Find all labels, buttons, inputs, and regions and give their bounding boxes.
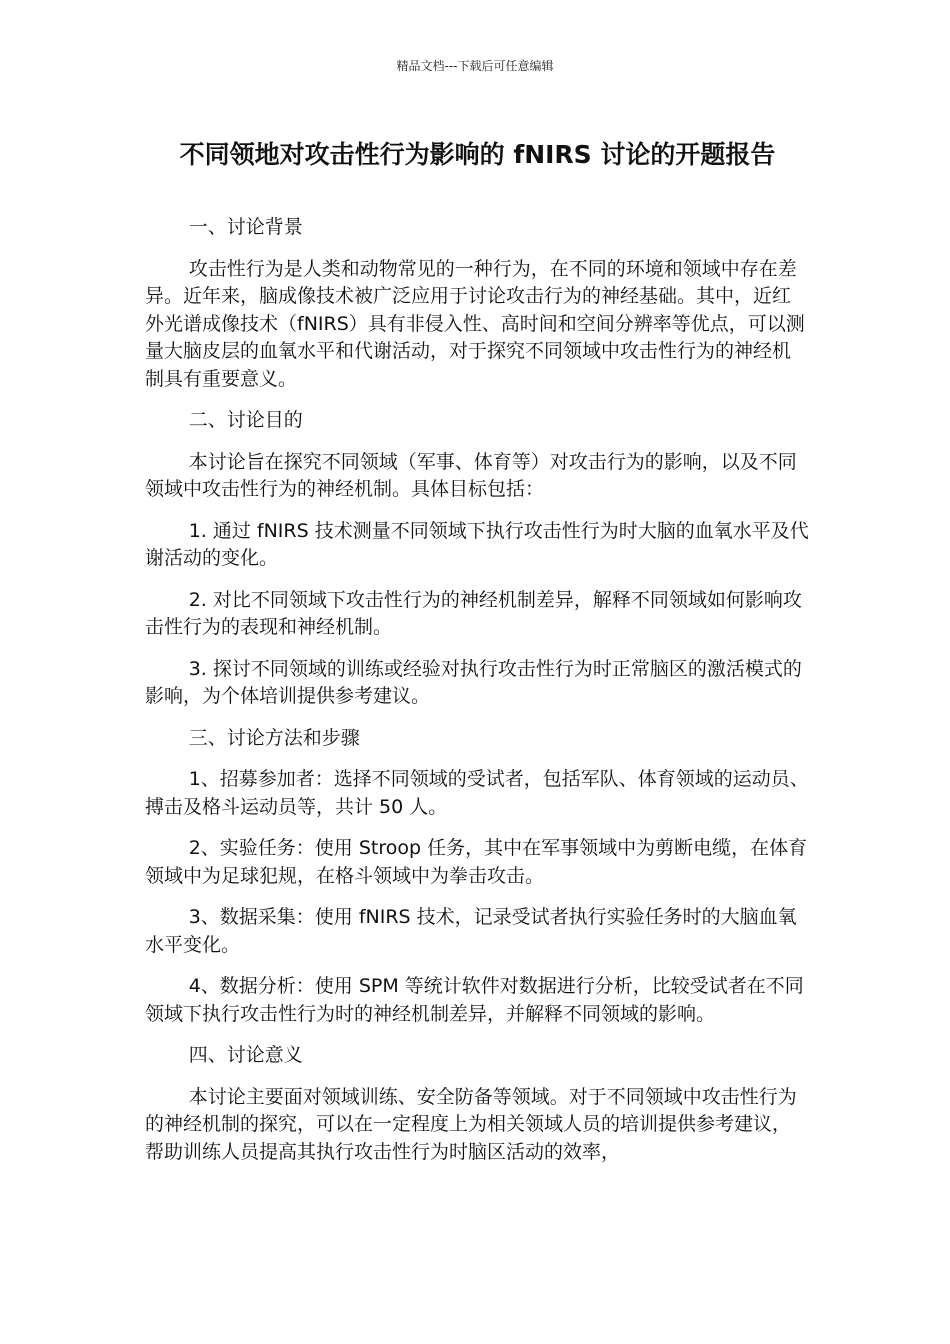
goal-item-3: 3. 探讨不同领域的训练或经验对执行攻击性行为时正常脑区的激活模式的影响，为个体培训提供参考建议。 [145,657,802,707]
section-heading-purpose: 二、讨论目的 [188,409,303,431]
header-note: 精品文档---下载后可任意编辑 [396,59,554,73]
document-title: 不同领地对攻击性行为影响的 fNIRS 讨论的开题报告 [179,140,776,169]
significance-paragraph: 本讨论主要面对领域训练、安全防备等领域。对于不同领域中攻击性行为的神经机制的探究，可以在一定程度上为相关领域人员的培训提供参考建议，帮助训练人员提高其执行攻击性行为时脑区活动的效率， [145,1085,797,1163]
method-step-4: 4、数据分析：使用 SPM 等统计软件对数据进行分析，比较受试者在不同领域下执行攻击性行为时的神经机制差异，并解释不同领域的影响。 [145,975,804,1025]
document-body [145,214,809,1180]
method-step-2: 2、实验任务：使用 Stroop 任务，其中在军事领域中为剪断电缆，在体育领域中为足球犯规，在格斗领域中为拳击攻击。 [145,837,808,887]
goal-item-2: 2. 对比不同领域下攻击性行为的神经机制差异，解释不同领域如何影响攻击性行为的表现和神经机制。 [145,588,802,638]
background-paragraph: 攻击性行为是人类和动物常见的一种行为，在不同的环境和领域中存在差异。近年来，脑成像技术被广泛应用于讨论攻击行为的神经基础。其中，近红外光谱成像技术（fNIRS）具有非侵入性、高时间和空间分辨率等优点，可以测量大脑皮层的血氧水平和代谢活动，对于探究不同领域中攻击性行为的神经机制具有重要意义。 [145,257,805,390]
goal-item-1: 1. 通过 fNIRS 技术测量不同领域下执行攻击性行为时大脑的血氧水平及代谢活动的变化。 [145,519,809,569]
section-heading-background: 一、讨论背景 [188,216,303,238]
section-heading-significance: 四、讨论意义 [188,1044,303,1066]
section-heading-methods: 三、讨论方法和步骤 [188,726,360,749]
method-step-1: 1、招募参加者：选择不同领域的受试者，包括军队、体育领域的运动员、搏击及格斗运动员等，共计 50 人。 [145,768,809,818]
method-step-3: 3、数据采集：使用 fNIRS 技术，记录受试者执行实验任务时的大脑血氧水平变化。 [145,906,797,956]
purpose-paragraph: 本讨论旨在探究不同领域（军事、体育等）对攻击行为的影响，以及不同领域中攻击性行为的神经机制。具体目标包括： [145,450,797,500]
